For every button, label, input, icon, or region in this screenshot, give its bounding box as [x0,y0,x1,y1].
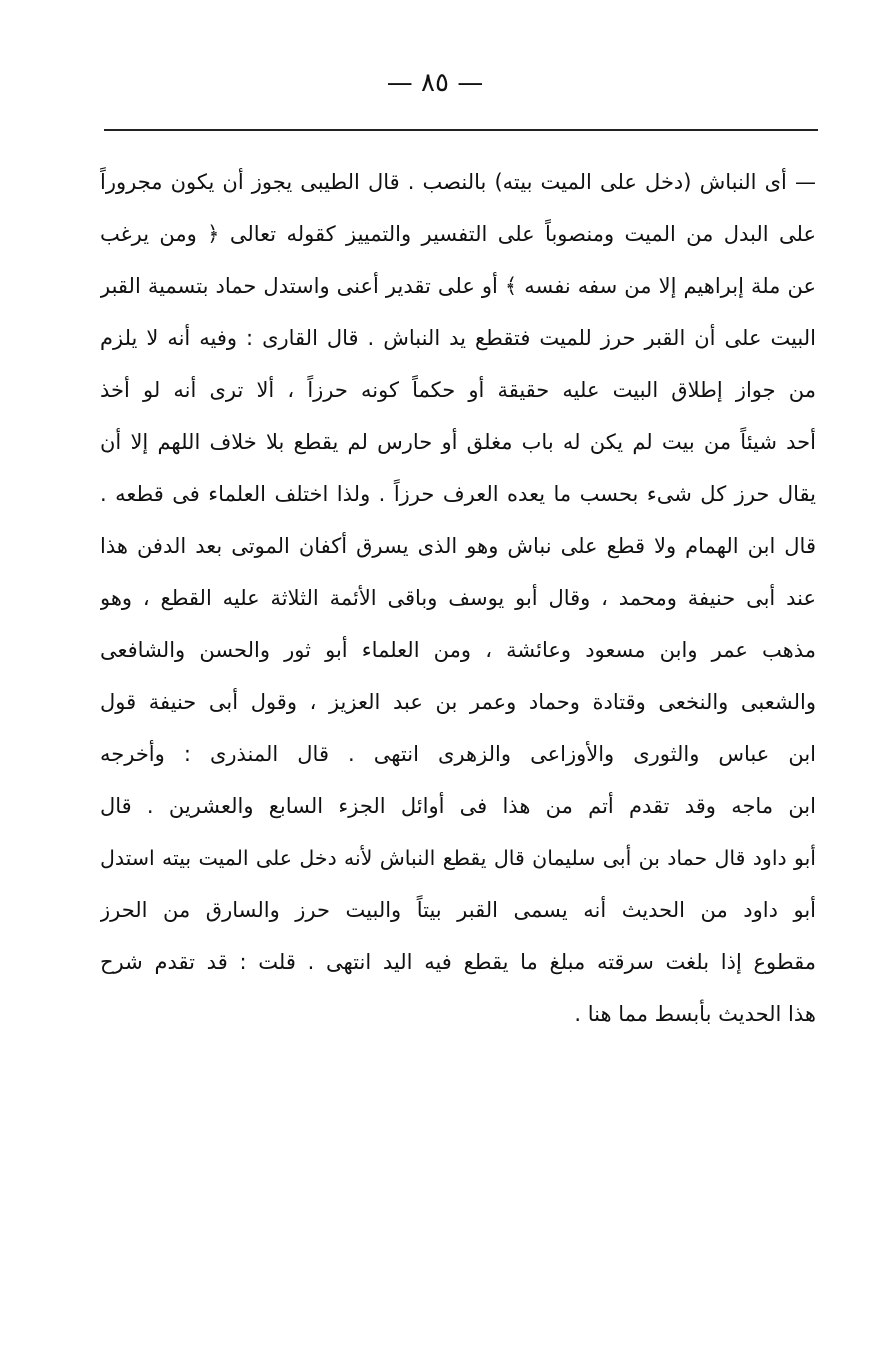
text-line: يقال حرز كل شىء بحسب ما يعده العرف حرزاً . ولذا اختلف العلماء فى قطعه . [100,482,816,506]
text-line: ابن ماجه وقد تقدم أتم من هذا فى أوائل الجزء السابع والعشرين . قال [100,794,816,818]
text-line: من جواز إطلاق البيت عليه حقيقة أو حكماً كونه حرزاً ، ألا ترى أنه لو أخذ [100,378,816,402]
text-line: عن ملة إبراهيم إلا من سفه نفسه ﴾ أو على تقدير أعنى واستدل حماد بتسمية القبر [100,274,816,298]
text-line: على البدل من الميت ومنصوباً على التفسير والتمييز كقوله تعالى ﴿ ومن يرغب [100,222,816,246]
text-line: عند أبى حنيفة ومحمد ، وقال أبو يوسف وباقى الأئمة الثلاثة عليه القطع ، وهو [100,586,816,610]
text-line: أحد شيئاً من بيت لم يكن له باب مغلق أو حارس لم يقطع بلا خلاف اللهم إلا أن [100,430,816,454]
text-line: مقطوع إذا بلغت سرقته مبلغ ما يقطع فيه اليد انتهى . قلت : قد تقدم شرح [100,950,816,974]
text-line: أبو داود من الحديث أنه يسمى القبر بيتاً والبيت حرز والسارق من الحرز [100,898,816,922]
text-line: ابن عباس والثورى والأوزاعى والزهرى انتهى . قال المنذرى : وأخرجه [100,742,816,766]
text-line: والشعبى والنخعى وقتادة وحماد وعمر بن عبد العزيز ، وقول أبى حنيفة قول [100,690,816,714]
text-line: — أى النباش (دخل على الميت بيته) بالنصب . قال الطيبى يجوز أن يكون مجروراً [100,170,816,194]
commentary-text [100,156,816,1040]
text-line: أبو داود قال حماد بن أبى سليمان قال يقطع النباش لأنه دخل على الميت بيته استدل [100,846,816,870]
text-line: البيت على أن القبر حرز للميت فتقطع يد النباش . قال القارى : وفيه أنه لا يلزم [100,326,816,350]
text-line: هذا الحديث بأبسط مما هنا . [574,1002,816,1026]
header-rule [104,129,818,131]
page-number: — ٨٥ — [386,68,484,98]
text-line: مذهب عمر وابن مسعود وعائشة ، ومن العلماء أبو ثور والحسن والشافعى [100,638,816,662]
text-line: قال ابن الهمام ولا قطع على نباش وهو الذى يسرق أكفان الموتى بعد الدفن هذا [100,534,816,558]
